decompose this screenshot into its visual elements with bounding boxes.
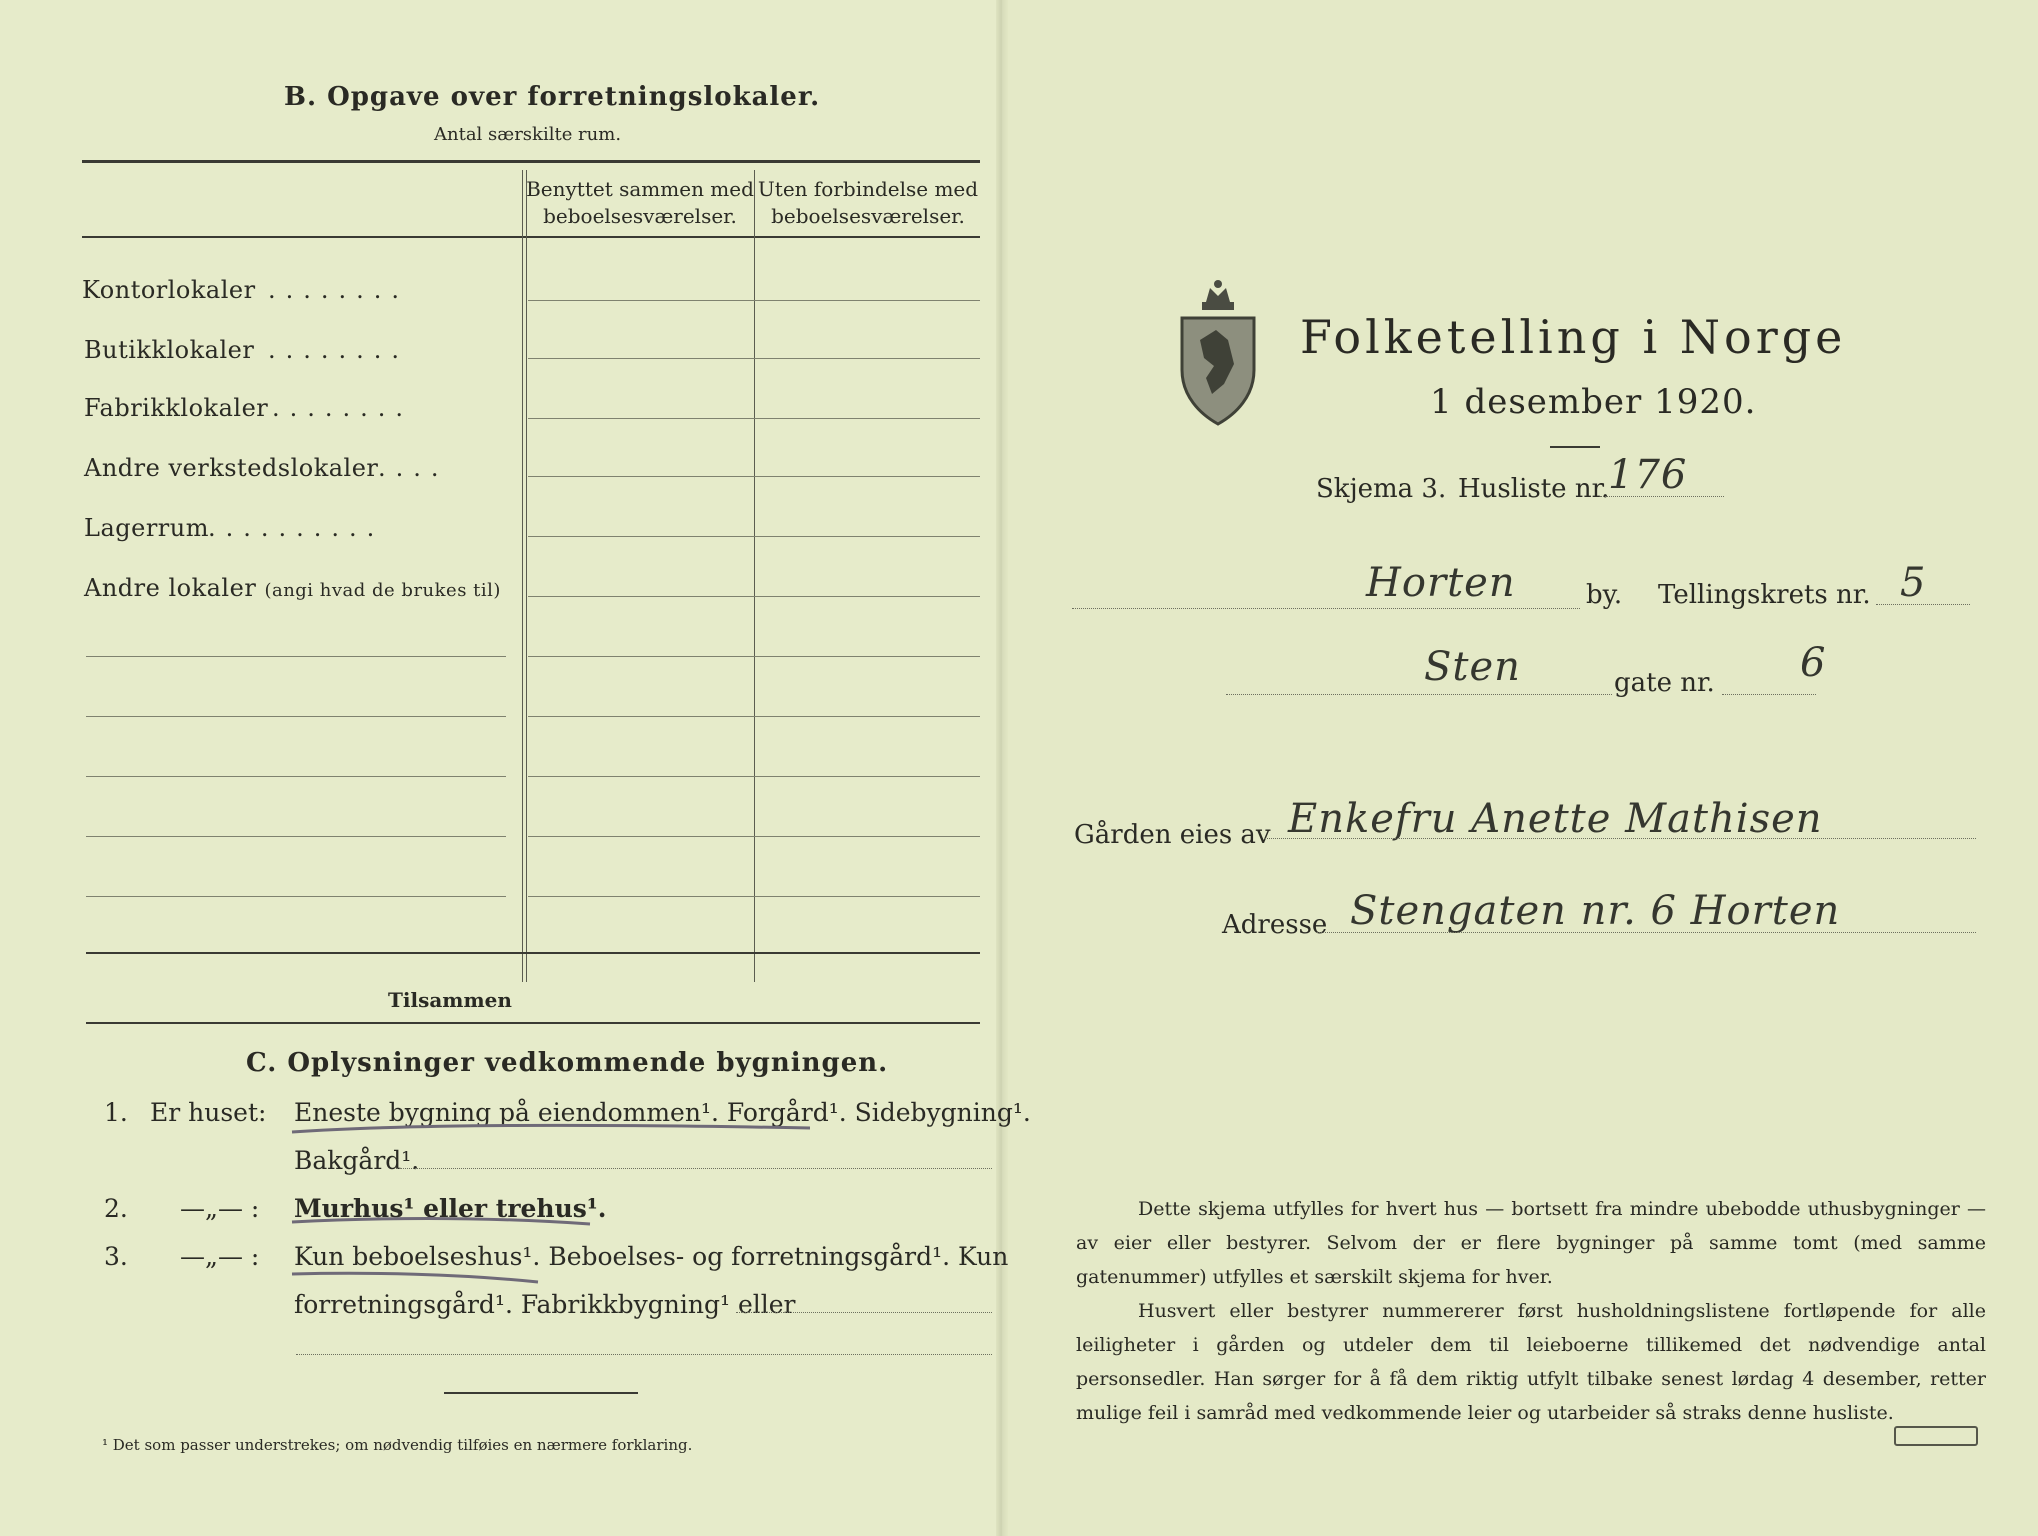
row-label-andre-lokaler — [84, 574, 501, 602]
andre-lokaler-note: (angi hvad de brukes til) — [264, 580, 501, 601]
blank-row-line — [86, 776, 506, 777]
footnote-rule — [444, 1392, 638, 1394]
instructions-paragraph-1: Dette skjema utfylles for hvert hus — bortsett fra mindre ubebodde uthusbygninger — av eier eller bestyrer. Selvom der er flere bygninger på samme tomt (med samme gatenummer) utfylles et særskilt skjema for hver. — [1076, 1198, 1986, 1288]
table-top-rule — [82, 160, 980, 163]
norwegian-coat-of-arms-icon — [1176, 274, 1260, 426]
owner-label: Gården eies av — [1074, 820, 1271, 850]
blank-row-line — [528, 716, 980, 717]
blank-row-line — [86, 716, 506, 717]
table-column-divider-1 — [522, 170, 523, 982]
tellingskrets-value[interactable]: 5 — [1900, 560, 1927, 606]
col2-header-line1: Uten forbindelse med — [757, 177, 979, 201]
blank-row-line — [528, 776, 980, 777]
row-line — [528, 596, 980, 597]
page-fold — [996, 0, 1008, 1536]
table-header-rule — [82, 236, 980, 238]
row-line — [528, 358, 980, 359]
total-label: Tilsammen — [388, 988, 512, 1012]
row-line — [528, 300, 980, 301]
col1-header-line1: Benyttet sammen med — [526, 177, 754, 201]
row-line — [528, 536, 980, 537]
item3-extra-line — [296, 1354, 992, 1355]
item1-lead: Er huset: — [150, 1098, 267, 1127]
item2-options: Murhus¹ eller trehus¹. — [294, 1194, 607, 1223]
item1-options-line2: Bakgård¹. — [294, 1146, 420, 1175]
andre-lokaler-label: Andre lokaler — [84, 574, 257, 602]
row-line — [528, 476, 980, 477]
row-leader: .... — [378, 454, 449, 482]
item3-fill-line — [736, 1312, 992, 1313]
tellingskrets-fill-line — [1876, 604, 1970, 605]
row-leader: .......... — [208, 514, 385, 542]
schema-label: Skjema 3. — [1316, 474, 1447, 504]
city-fill-line — [1072, 608, 1580, 609]
col2-header-line2: beboelsesværelser. — [771, 204, 965, 228]
item3-number: 3. — [104, 1242, 128, 1271]
col1-header-line2: beboelsesværelser. — [543, 204, 737, 228]
row-label-lagerrum: Lagerrum — [84, 514, 209, 542]
total-bottom-rule — [86, 1022, 980, 1024]
husliste-number-value[interactable]: 176 — [1608, 452, 1688, 498]
pencil-underline-mark — [290, 1122, 810, 1140]
col2-header — [756, 176, 980, 230]
blank-row-line — [86, 656, 506, 657]
table-column-divider-2 — [754, 170, 755, 982]
title-short-rule — [1550, 446, 1600, 448]
blank-row-line — [86, 836, 506, 837]
form-title: Folketelling i Norge — [1300, 310, 1847, 364]
row-label-butikklokaler: Butikklokaler — [84, 336, 255, 364]
owner-value[interactable]: Enkefru Anette Mathisen — [1288, 796, 1823, 842]
husliste-label: Husliste nr. — [1458, 474, 1610, 504]
item3-ditto: —„— : — [180, 1242, 260, 1271]
row-leader: ........ — [268, 336, 410, 364]
row-line — [528, 418, 980, 419]
address-label: Adresse — [1222, 910, 1328, 940]
row-leader: ........ — [268, 276, 410, 304]
street-number-value[interactable]: 6 — [1800, 640, 1827, 686]
section-b-subtitle: Antal særskilte rum. — [434, 124, 622, 145]
item3-options: Kun beboelseshus¹. Beboelses- og forretningsgård¹. Kun — [294, 1242, 1009, 1271]
section-c-title: C. Oplysninger vedkommende bygningen. — [246, 1048, 889, 1078]
row-label-kontorlokaler: Kontorlokaler — [82, 276, 256, 304]
street-fill-line — [1226, 694, 1612, 695]
city-label: by. — [1586, 580, 1623, 610]
footnote: ¹ Det som passer understrekes; om nødvendig tilføies en nærmere forklaring. — [102, 1436, 693, 1454]
item1-fill-line — [396, 1168, 992, 1169]
item2-number: 2. — [104, 1194, 128, 1223]
address-fill-line — [1316, 932, 1976, 933]
city-value[interactable]: Horten — [1366, 560, 1516, 606]
item1-number: 1. — [104, 1098, 128, 1127]
blank-row-line — [528, 896, 980, 897]
census-date: 1 desember 1920. — [1430, 382, 1757, 422]
tellingskrets-label: Tellingskrets nr. — [1658, 580, 1871, 610]
owner-fill-line — [1264, 838, 1976, 839]
blank-row-line — [528, 836, 980, 837]
pencil-underline-mark — [290, 1214, 600, 1230]
blank-row-line — [528, 656, 980, 657]
row-leader: ........ — [272, 394, 414, 422]
item3-options-line2: forretningsgård¹. Fabrikkbygning¹ eller — [294, 1290, 796, 1319]
address-value[interactable]: Stengaten nr. 6 Horten — [1350, 888, 1841, 934]
printer-stamp-icon — [1894, 1426, 1978, 1446]
row-label-fabrikklokaler: Fabrikklokaler — [84, 394, 269, 422]
instructions-paragraph-2: Husvert eller bestyrer nummererer først husholdningslistene fortløpende for alle leiligheter i gården og utdeler dem til leieboerne tillikemed det nødvendige antal personsedler. Han sørger for å få dem riktig utfylt tilbake senest lørdag 4 desember, retter mulige feil i samråd med vedkommende leier og utarbeider så straks denne husliste. — [1076, 1300, 1986, 1424]
item1-options: Eneste bygning på eiendommen¹. Forgård¹. Sidebygning¹. — [294, 1098, 1031, 1127]
blank-row-line — [86, 896, 506, 897]
col1-header — [526, 176, 754, 230]
street-label: gate nr. — [1614, 668, 1715, 698]
husliste-fill-line — [1600, 496, 1724, 497]
item2-ditto: —„— : — [180, 1194, 260, 1223]
row-label-andre-verkstedslokaler: Andre verkstedslokaler — [84, 454, 379, 482]
street-value[interactable]: Sten — [1424, 644, 1521, 690]
table-column-divider-1b — [526, 170, 527, 982]
section-b-title: B. Opgave over forretningslokaler. — [284, 82, 821, 112]
street-number-fill-line — [1722, 694, 1816, 695]
total-top-rule — [86, 952, 980, 954]
pencil-underline-mark — [290, 1270, 540, 1286]
